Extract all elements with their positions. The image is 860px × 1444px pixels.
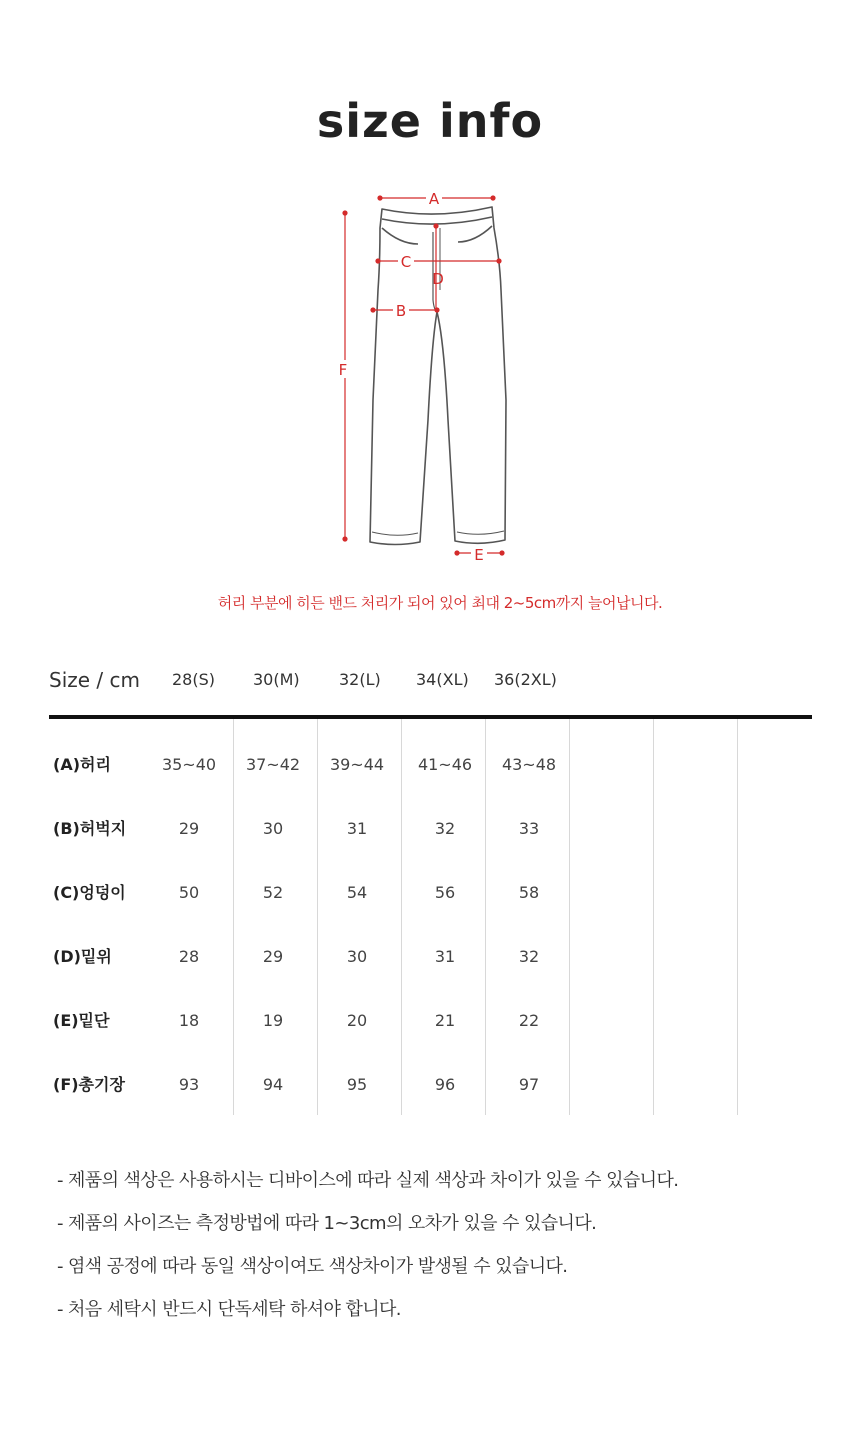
table-row	[49, 783, 812, 847]
table-cell: 32	[434, 819, 456, 838]
table-cell: 97	[518, 1075, 540, 1094]
pants-illustration	[370, 207, 506, 545]
table-header	[49, 660, 812, 716]
table-cell: 28	[178, 947, 200, 966]
table-cell: 33	[518, 819, 540, 838]
table-cell: 18	[178, 1011, 200, 1030]
label-c: C	[400, 253, 412, 271]
table-cell: 54	[346, 883, 368, 902]
measurement-lines	[343, 196, 504, 555]
table-row	[49, 911, 812, 975]
table-cell: 43~48	[501, 755, 557, 774]
table-cell: 96	[434, 1075, 456, 1094]
row-label: (D)밑위	[53, 947, 112, 966]
unit-header: Size / cm	[49, 668, 140, 692]
table-cell: 39~44	[329, 755, 385, 774]
table-cell: 41~46	[417, 755, 473, 774]
column-header: 32(L)	[339, 670, 381, 689]
label-b: B	[395, 302, 407, 320]
column-header: 28(S)	[172, 670, 215, 689]
table-cell: 52	[262, 883, 284, 902]
table-cell: 35~40	[161, 755, 217, 774]
table-cell: 29	[262, 947, 284, 966]
table-cell: 56	[434, 883, 456, 902]
row-label: (E)밑단	[53, 1011, 110, 1030]
note-item: - 제품의 사이즈는 측정방법에 따라 1~3cm의 오차가 있을 수 있습니다.	[57, 1213, 597, 1234]
label-f: F	[338, 361, 348, 379]
row-label: (F)총기장	[53, 1075, 125, 1094]
table-cell: 21	[434, 1011, 456, 1030]
label-a: A	[428, 190, 440, 208]
table-cell: 93	[178, 1075, 200, 1094]
note-item: - 염색 공정에 따라 동일 색상이여도 색상차이가 발생될 수 있습니다.	[57, 1256, 568, 1277]
notes-list	[57, 1166, 678, 1338]
note-item: - 처음 세탁시 반드시 단독세탁 하셔야 합니다.	[57, 1299, 401, 1320]
size-table	[49, 660, 812, 1094]
table-row	[49, 1039, 812, 1103]
table-cell: 50	[178, 883, 200, 902]
pants-measurement-diagram	[0, 180, 860, 570]
table-cell: 31	[434, 947, 456, 966]
table-cell: 29	[178, 819, 200, 838]
table-body	[49, 719, 812, 1115]
table-cell: 94	[262, 1075, 284, 1094]
table-cell: 37~42	[245, 755, 301, 774]
row-label: (B)허벅지	[53, 819, 127, 838]
table-row	[49, 847, 812, 911]
row-label: (C)엉덩이	[53, 883, 126, 902]
column-header: 36(2XL)	[494, 670, 557, 689]
table-cell: 95	[346, 1075, 368, 1094]
column-header: 34(XL)	[416, 670, 469, 689]
label-d: D	[432, 270, 444, 288]
label-e: E	[474, 546, 484, 564]
table-cell: 32	[518, 947, 540, 966]
table-row	[49, 719, 812, 783]
table-cell: 58	[518, 883, 540, 902]
table-cell: 22	[518, 1011, 540, 1030]
table-row	[49, 975, 812, 1039]
table-cell: 20	[346, 1011, 368, 1030]
table-cell: 30	[346, 947, 368, 966]
note-item: - 제품의 색상은 사용하시는 디바이스에 따라 실제 색상과 차이가 있을 수 있습니다.	[57, 1170, 679, 1191]
column-header: 30(M)	[253, 670, 300, 689]
table-cell: 30	[262, 819, 284, 838]
row-label: (A)허리	[53, 755, 111, 774]
page-title: size info	[316, 94, 544, 148]
table-cell: 19	[262, 1011, 284, 1030]
waistband-notice: 허리 부분에 히든 밴드 처리가 되어 있어 최대 2~5cm까지 늘어납니다.	[217, 594, 663, 612]
table-cell: 31	[346, 819, 368, 838]
